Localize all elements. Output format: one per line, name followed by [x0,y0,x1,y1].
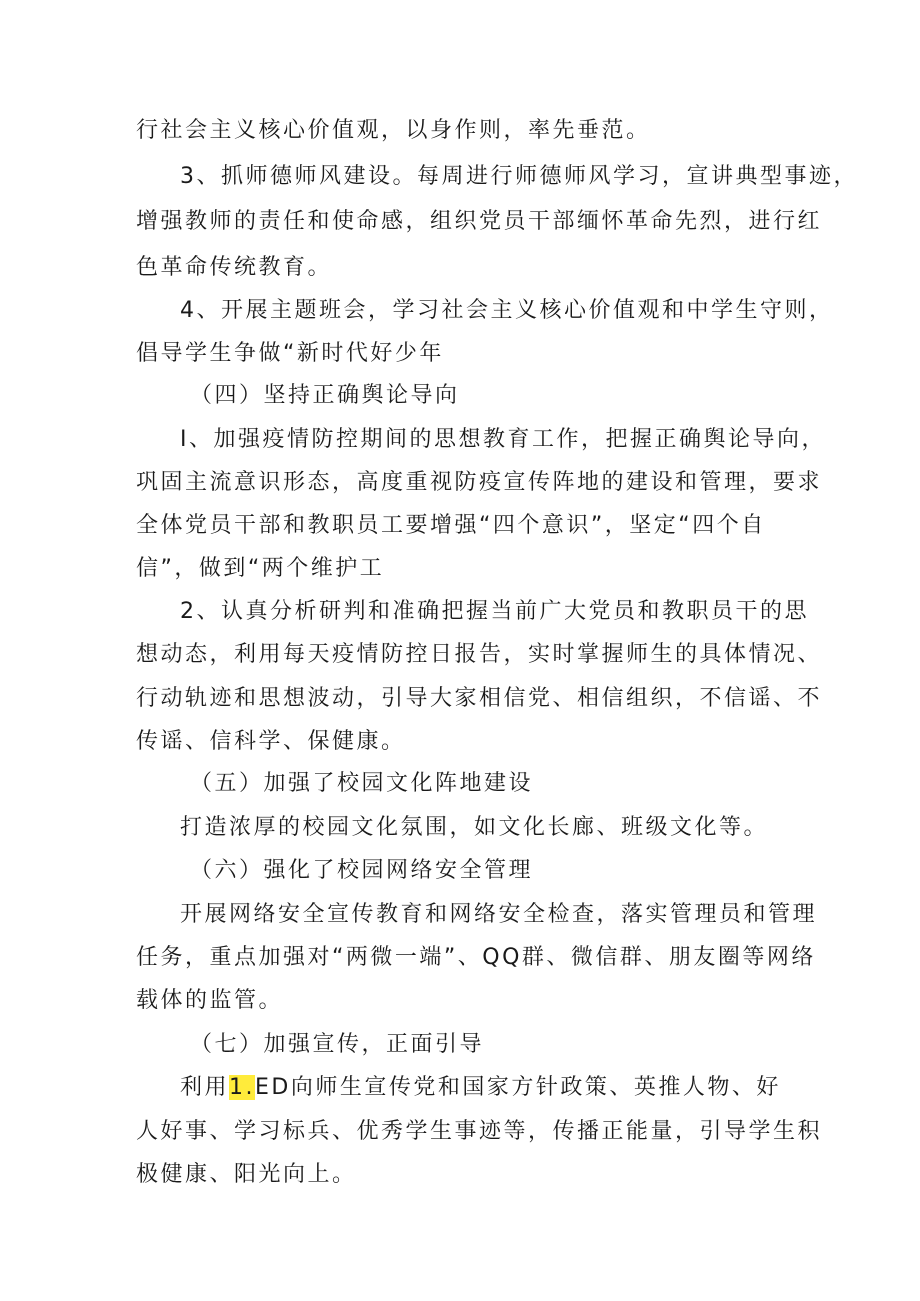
text-line: 巩固主流意识形态，高度重视防疫宣传阵地的建设和管理，要求 [136,470,823,495]
section-heading: （四）坚持正确舆论导向 [190,383,460,408]
highlighted-text: 1. [229,1075,256,1100]
led-line-after: ED向师生宣传党和国家方针政策、英推人物、好 [255,1075,781,1100]
text-line: 行动轨迹和思想波动，引导大家相信党、相信组织，不信谣、不 [136,686,823,711]
text-line: 开展网络安全宣传教育和网络安全检查，落实管理员和管理 [180,902,818,927]
text-line: 3、抓师德师风建设。每周进行师德师风学习，宣讲典型事迹， [180,164,858,189]
text-line: 人好事、学习标兵、优秀学生事迹等，传播正能量，引导学生积 [136,1119,823,1144]
text-line: 色革命传统教育。 [136,255,333,280]
text-line: 极健康、阳光向上。 [136,1162,357,1187]
text-line: 倡导学生争做“新时代好少年 [136,341,444,366]
text-line-led [180,1074,781,1102]
text-line: I、加强疫情防控期间的思想教育工作，把握正确舆论导向， [180,427,826,452]
section-heading: （六）强化了校园网络安全管理 [190,858,534,883]
text-line: 行社会主义核心价值观，以身作则，率先垂范。 [136,118,651,143]
text-line: 全体党员干部和教职员工要增强“四个意识”，坚定“四个自 [136,513,766,538]
text-line: 打造浓厚的校园文化氛围，如文化长廊、班级文化等。 [180,815,769,840]
text-line: 4、开展主题班会，学习社会主义核心价值观和中学生守则， [180,298,834,323]
text-line: 想动态，利用每天疫情防控日报告，实时掌握师生的具体情况、 [136,642,823,667]
text-line: 任务，重点加强对“两微一端”、QQ群、微信群、朋友圈等网络 [136,945,816,970]
text-line: 传谣、信科学、保健康。 [136,729,406,754]
section-heading: （七）加强宣传，正面引导 [190,1032,485,1057]
section-heading: （五）加强了校园文化阵地建设 [190,771,534,796]
led-line-before: 利用 [180,1075,230,1100]
text-line: 信”，做到“两个维护工 [136,556,385,581]
text-line: 2、认真分析研判和准确把握当前广大党员和教职员干的思 [180,599,809,624]
text-line: 增强教师的责任和使命感，组织党员干部缅怀革命先烈，进行红 [136,209,823,234]
text-line: 载体的监管。 [136,988,284,1013]
